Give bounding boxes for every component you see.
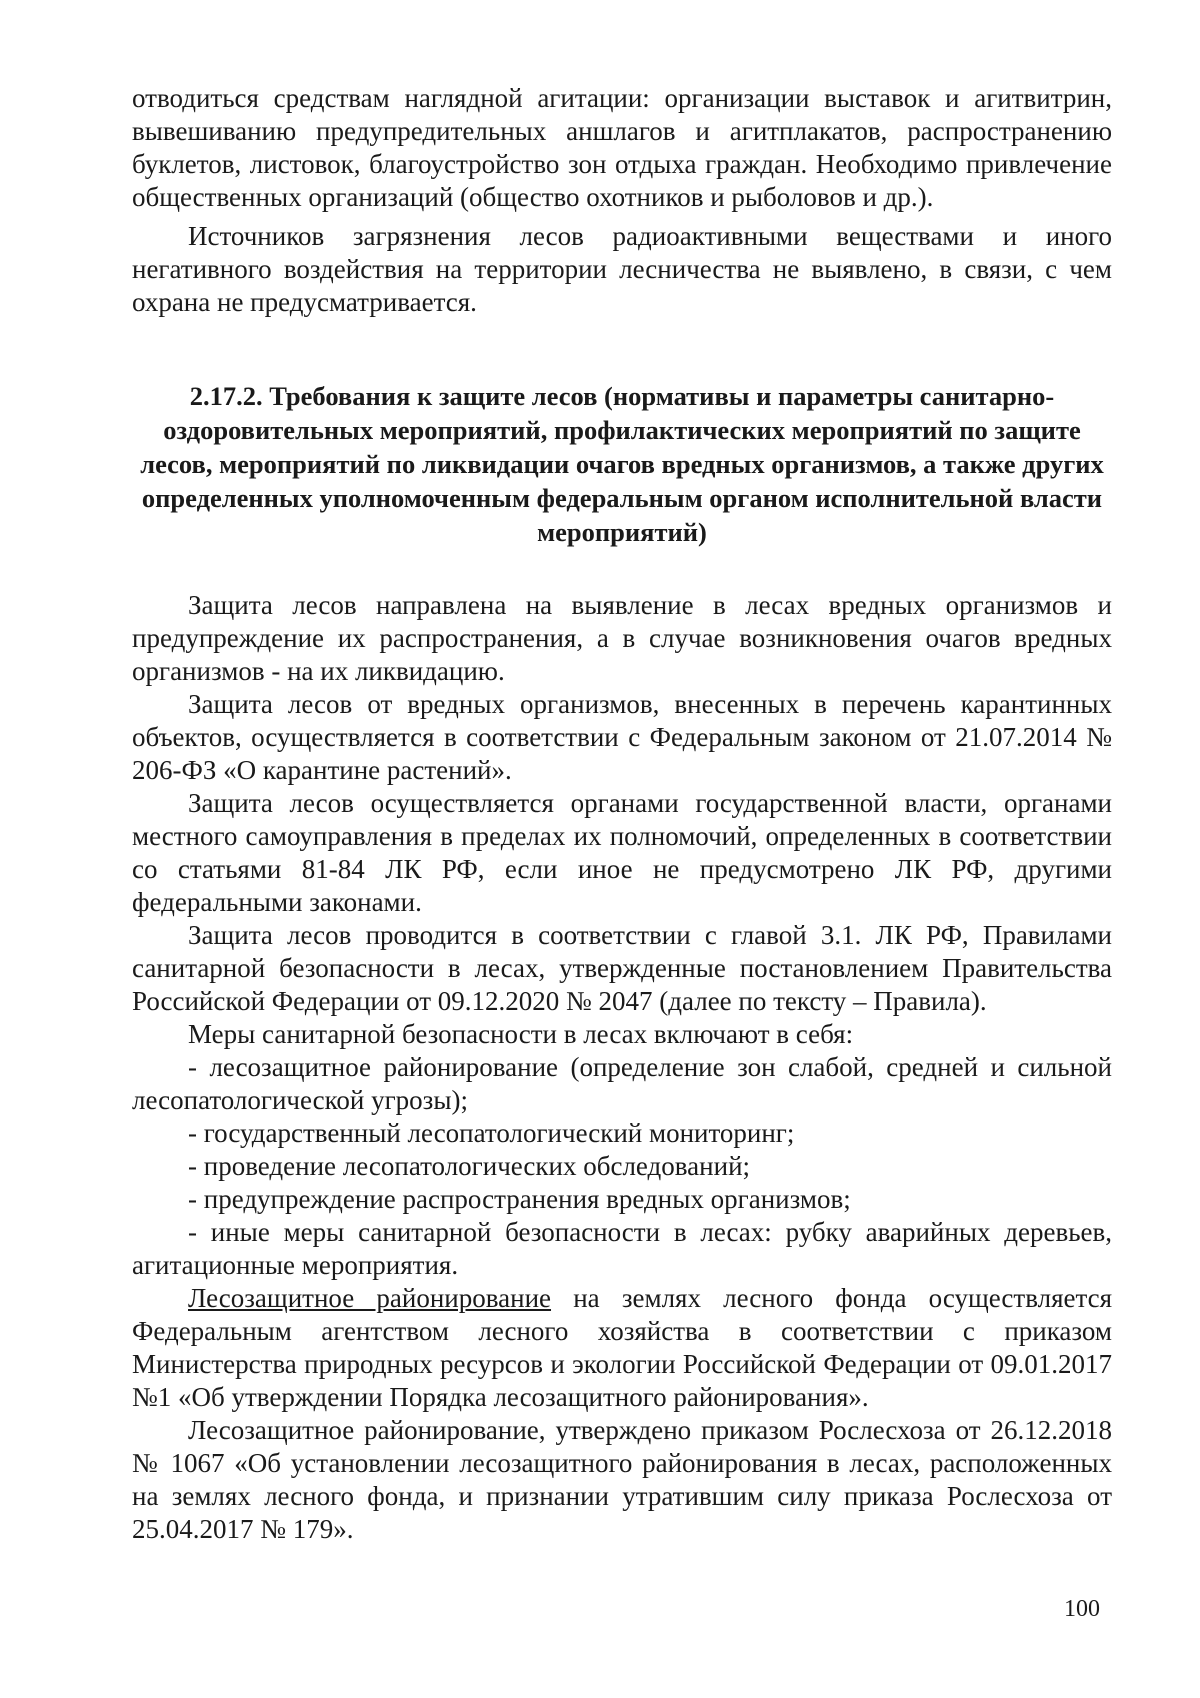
document-body [132, 82, 1112, 1546]
measure-item: - иные меры санитарной безопасности в лесах: рубку аварийных деревьев, агитационные мероприятия. [132, 1217, 1112, 1280]
measure-item: - проведение лесопатологических обследований; [188, 1151, 751, 1181]
paragraph-authorities: Защита лесов осуществляется органами государственной власти, органами местного самоуправления в пределах их полномочий, определенных в соответствии со статьями 81-84 ЛК РФ, если иное не предусмотрено ЛК РФ, другими федеральными законами. [132, 788, 1112, 917]
zoning-term: Лесозащитное районирование [188, 1283, 552, 1313]
paragraph-final: Лесозащитное районирование, утверждено приказом Рослесхоза от 26.12.2018 № 1067 «Об установлении лесозащитного районирования в лесах, расположенных на землях лесного фонда, и признании утратившим силу приказа Рослесхоза от 25.04.2017 № 179». [132, 1415, 1112, 1544]
paragraph-zoning [132, 1282, 1112, 1414]
measure-item: - государственный лесопатологический мониторинг; [188, 1118, 795, 1148]
paragraph-measures-intro: Меры санитарной безопасности в лесах включают в себя: [188, 1019, 854, 1049]
intro-paragraph: отводиться средствам наглядной агитации: организации выставок и агитвитрин, вывешиванию предупредительных аншлагов и агитплакатов, распространению буклетов, листовок, благоустройство зон отдыха граждан. Необходимо привлечение общественных организаций (общество охотников и рыболовов и др.). [132, 83, 1112, 212]
radioactive-paragraph: Источников загрязнения лесов радиоактивными веществами и иного негативного воздействия на территории лесничества не выявлено, в связи, с чем охрана не предусматривается. [132, 221, 1112, 317]
paragraph-quarantine: Защита лесов от вредных организмов, внесенных в перечень карантинных объектов, осуществляется в соответствии с Федеральным законом от 21.07.2014 № 206-ФЗ «О карантине растений». [132, 689, 1112, 785]
measure-item: - лесозащитное районирование (определение зон слабой, средней и сильной лесопатологической угрозы); [132, 1052, 1112, 1115]
section-heading: 2.17.2. Требования к защите лесов (нормативы и параметры санитарно-оздоровительных мероприятий, профилактических мероприятий по защите лесов, мероприятий по ликвидации очагов вредных организмов, а также других определенных уполномоченным федеральным органом исполнительной власти мероприятий) [140, 381, 1104, 547]
measure-item: - предупреждение распространения вредных организмов; [188, 1184, 851, 1214]
heading-spacer [132, 549, 1112, 589]
page-number: 100 [1064, 1596, 1100, 1622]
zoning-paragraph-rest: на землях лесного фонда осуществляется Федеральным агентством лесного хозяйства в соответствии с приказом Министерства природных ресурсов и экологии Российской Федерации от 09.01.2017 №1 «Об утверждении Порядка лесозащитного районирования». [132, 1283, 1113, 1412]
paragraph-protection-purpose: Защита лесов направлена на выявление в лесах вредных организмов и предупреждение их распространения, а в случае возникновения очагов вредных организмов - на их ликвидацию. [132, 590, 1112, 686]
paragraph-rules: Защита лесов проводится в соответствии с главой 3.1. ЛК РФ, Правилами санитарной безопасности в лесах, утвержденные постановлением Правительства Российской Федерации от 09.12.2020 № 2047 (далее по тексту – Правила). [132, 920, 1112, 1016]
